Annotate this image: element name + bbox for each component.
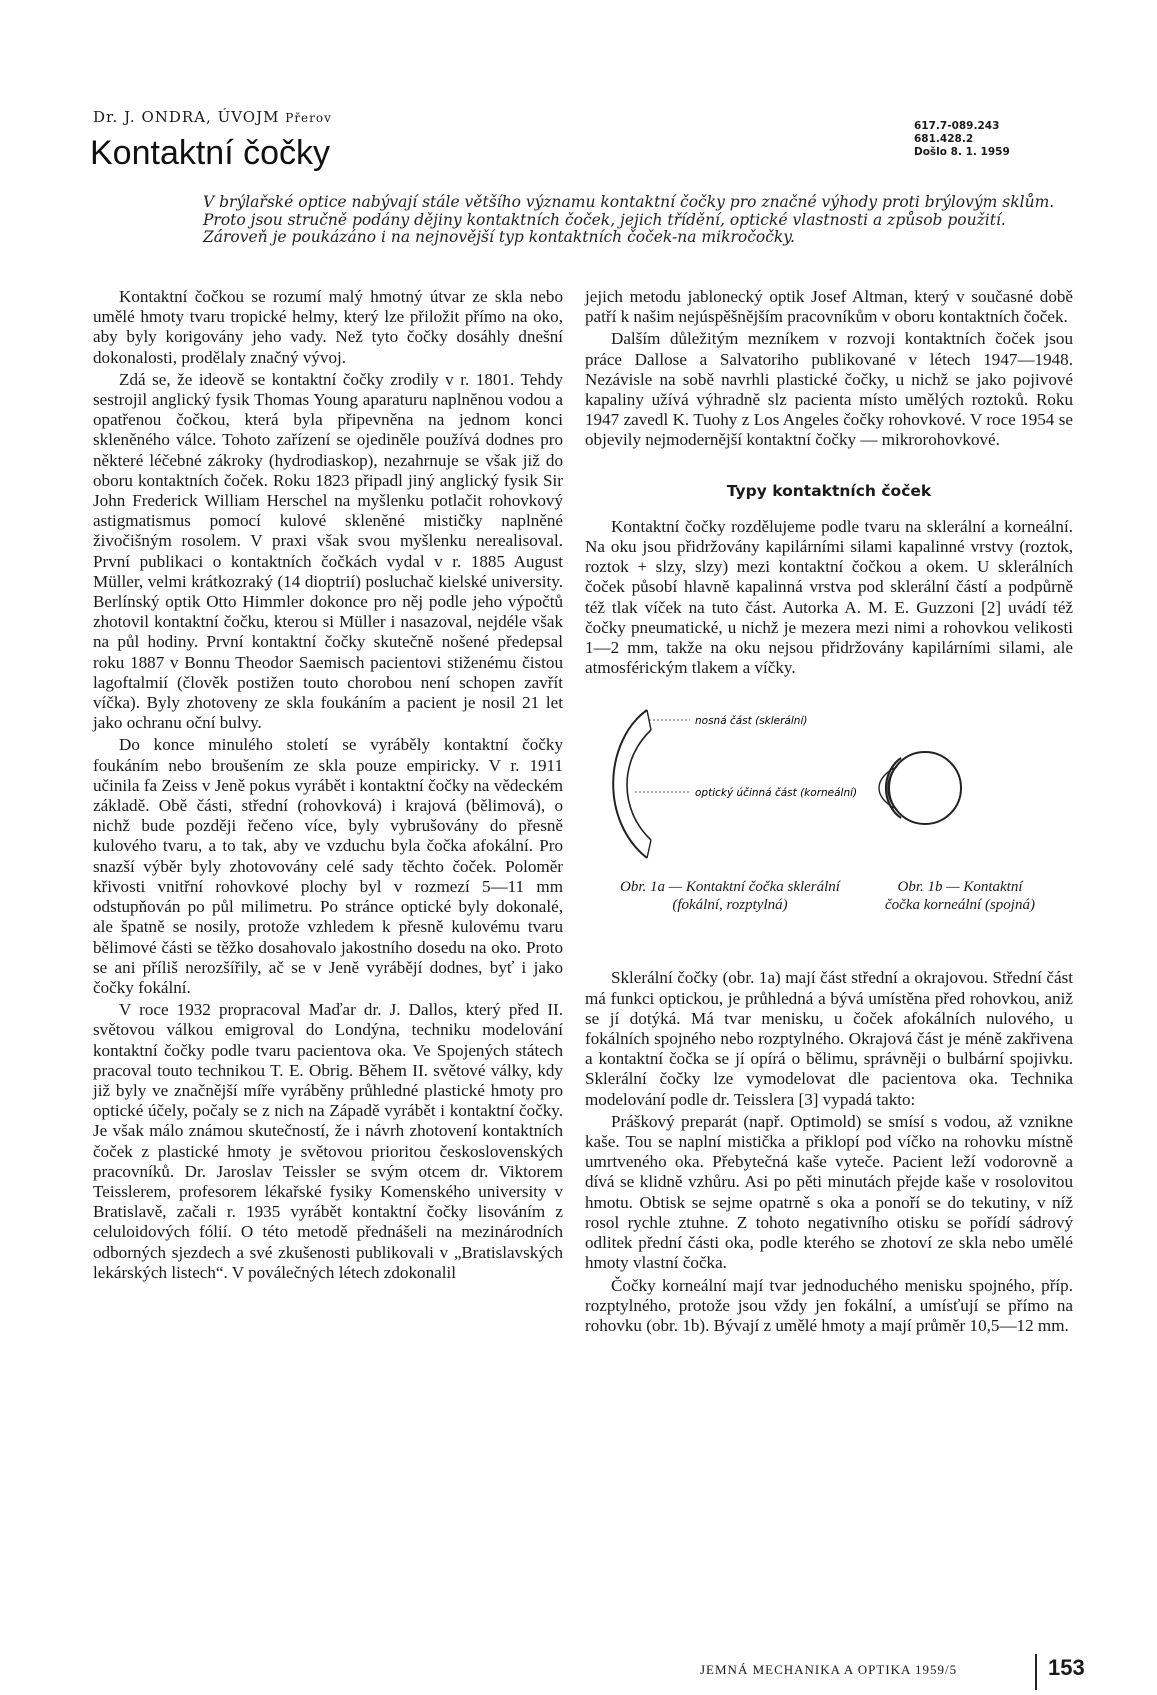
paragraph: Kontaktní čočky rozdělujeme podle tvaru na sklerální a korneální. Na oku jsou přidržovány kapilárními silami kapalinné vrstvy (roztok, roztok + slzy, slzy) mezi kontaktní čočkou a okem. U sklerálních čoček působí hlavně kapalinná vrstva pod sklerální částí a podpůrně též tlak víček na tuto část. Autorka A. M. E. Guzzoni [2] uvádí též čočky pneumatické, u nichž je mezera mezi nimi a rohovkou velikosti 1—2 mm, takže na oku nejsou přidržovány kapilárními silami, ale atmosférickým tlakem a víčky. [585, 516, 1073, 678]
page-number: 153 [1048, 1655, 1085, 1680]
paragraph: Čočky korneální mají tvar jednoduchého menisku spojného, příp. rozptylného, protože jsou vždy jen fokální, a umísťují se přímo na rohovku (obr. 1b). Bývají z umělé hmoty a mají průměr 10,5—12 mm. [585, 1275, 1073, 1335]
classification-meta [914, 120, 1010, 159]
section-heading: Typy kontaktních čoček [726, 481, 932, 500]
journal-footer: JEMNÁ MECHANIKA A OPTIKA 1959/5 [700, 1662, 958, 1677]
paragraph: Práškový preparát (např. Optimold) se smísí s vodou, až vznikne kaše. Tou se naplní mistička a přiklopí pod víčko na rohovku místně umrtveného oka. Přebytečná kaše vyteče. Pacient leží vodorovně a dívá se klidně vzhůru. Asi po pěti minutách přejde kaše v rosolovitou hmotu. Obtisk se sejme opatrně s oka a ponoří se do tekutiny, v níž rosol rychle ztuhne. Z tohoto negativního otisku se pořídí sádrový odlitek přední části oka, podle kterého se zhotoví ze skla nebo umělé hmoty vlastní čočka. [585, 1111, 1073, 1273]
label-corneal-part: optický účinná část (korneální) [695, 787, 858, 800]
author-line [93, 108, 332, 126]
paragraph: V roce 1932 propracoval Maďar dr. J. Dallos, který před II. světovou válkou emigroval do Londýna, techniku modelování kontaktní čočky podle tvaru pacientova oka. Ve Spojených státech pracoval touto technikou T. E. Obrig. Během II. světové války, kdy již byly ve značnější míře vyráběny průhledné plastické hmoty pro optické účely, počaly se z nich na Západě vyrábět i kontaktní čočky. Je však málo známou skutečností, že i návrh zhotovení kontaktních čoček z plastické hmoty je světovou prioritou československých pracovníků. Dr. Jaroslav Teissler se svým otcem dr. Viktorem Teisslerem, profesorem lékařské fysiky Komenského university v Bratislavě, začali r. 1935 vyrábět kontaktní čočky lisováním z celuloidových fólií. O této metodě přednášeli na mezinárodních odborných sjezdech a své zkušenosti publikovali v „Bratislavských lekárských listech“. V poválečných létech zdokonalil [93, 1000, 563, 1282]
paragraph: Do konce minulého století se vyráběly kontaktní čočky foukáním nebo broušením ze skla pouze empiricky. V r. 1911 učinila fa Zeiss v Jeně pokus vyrábět i kontaktní čočky na vědeckém základě. Obě části, střední (rohovková) i krajová (bělimová), o nichž bude později řečeno více, byly vybrušovány do přesně kulového tvaru, a to tak, aby ve vzduchu byla čočka afokální. Pro snazší výběr byly zhotovovány celé sady těchto čoček. Poloměr křivosti vnitřní rohovkové plochy byl v rozmezí 5—11 mm odstupňován po půl milimetru. Po stránce optické byly dokonalé, ale špatně se nosily, protože vzhledem k přesně kulovému tvaru bělimové části se těžko dosahovalo jakostního dosedu na oko. Proto se ani příliš nerozšířily, ač se v Jeně vyrábějí dodnes, byť i jako čočky fokální. [93, 735, 563, 997]
abstract: V brýlařské optice nabývají stále většího významu kontaktní čočky pro značné výhody proti brýlovým sklům. Proto jsou stručně podány dějiny kontaktních čoček, jejich třídění, optické vlastnosti a způsob použití. Zároveň je poukázáno i na nejnovější typ kontaktních čoček-na mikročočky. [203, 193, 1055, 246]
figure-lens-diagrams [585, 700, 1073, 960]
received-date: Došlo 8. 1. 1959 [914, 146, 1010, 158]
udc-code-1: 617.7-089.243 [914, 120, 1000, 132]
caption-fig-1b: Obr. 1b — Kontaktní čočka korneální (spojná) [885, 879, 1035, 914]
udc-code-2: 681.428.2 [914, 133, 974, 145]
article-title: Kontaktní čočky [90, 134, 331, 172]
paragraph: jejich metodu jablonecký optik Josef Altman, který v současné době patří k našim nejúspěšnějším pracovníkům v oboru kontaktních čoček. [585, 287, 1073, 327]
paragraph: Kontaktní čočkou se rozumí malý hmotný útvar ze skla nebo umělé hmoty tvaru tropické helmy, který lze přiložit přímo na oko, aby byly korigovány jeho vady. Než tyto čočky dosáhly dnešní dokonalosti, prodělaly značný vývoj. [93, 287, 563, 367]
left-column [93, 287, 563, 1285]
caption-fig-1a: Obr. 1a — Kontaktní čočka sklerální (fokální, rozptylná) [620, 879, 840, 914]
author-name: Dr. J. ONDRA, ÚVOJM [93, 108, 280, 126]
paragraph: Sklerální čočky (obr. 1a) mají část střední a okrajovou. Střední část má funkci optickou, je průhledná a bývá umístěna před rohovkou, aniž se jí dotýká. Má tvar menisku, u čoček afokálních nulového, u fokálních spojného nebo rozptylného. Okrajová část je méně zakřivena a kontaktní čočka se jí opírá o bělimu, správněji o bulbární spojivku. Sklerální čočky lze vymodelovat dle pacientova oka. Technika modelování podle dr. Teisslera [3] vypadá takto: [585, 968, 1073, 1109]
label-scleral-part: nosná část (sklerální) [695, 715, 808, 728]
author-place: Přerov [285, 111, 332, 125]
paragraph: Dalším důležitým mezníkem v rozvoji kontaktních čoček jsou práce Dallose a Salvatoriho publikované v létech 1947—1948. Nezávisle na sobě navrhli plastické čočky, u nichž se jako pojivové kapaliny užívá výhradně slz pacienta místo umělých roztoků. Roku 1947 zavedl K. Tuohy z Los Angeles čočky rohovkové. V roce 1954 se objevily nejmodernější kontaktní čočky — mikrorohovkové. [585, 329, 1073, 450]
lens-diagram-svg [585, 700, 1073, 880]
paragraph: Zdá se, že ideově se kontaktní čočky zrodily v r. 1801. Tehdy sestrojil anglický fysik Thomas Young aparaturu naplněnou vodou a opatřenou čočkou, která byla připevněna na jednom konci skleněného válce. Tohoto zařízení se ojediněle používá dodnes pro některé léčebné zákroky (hydrodiaskop), nezahrnuje se však již do oboru kontaktních čoček. Roku 1823 připadl jiný anglický fysik Sir John Frederick William Herschel na myšlenku potlačit rohovkový astigmatismus pomocí kulové skleněné mističky naplněné živočišným rosolem. V praxi však svou myšlenku nerealisoval. První publikaci o kontaktních čočkách vydal v r. 1885 August Müller, velmi krátkozraký (14 dioptrií) posluchač kielské university. Berlínský optik Otto Himmler dokonce pro něj podle jeho výpočtů zhotovil kontaktní čočku, kterou si Müller i nasazoval, nejdéle však na půl hodiny. První kontaktní čočky skutečně nošené předepsal roku 1887 v Bonnu Theodor Saemisch pacientovi stiženému čistou lagoftalmií (člověk postižen touto chorobou není schopen zavřít víčka). Byly zhotoveny ze skla foukáním a pacient je nosil 21 let jako ochranu oční bulvy. [93, 369, 563, 733]
right-column [585, 287, 1073, 1338]
footer-divider [1035, 1654, 1037, 1690]
